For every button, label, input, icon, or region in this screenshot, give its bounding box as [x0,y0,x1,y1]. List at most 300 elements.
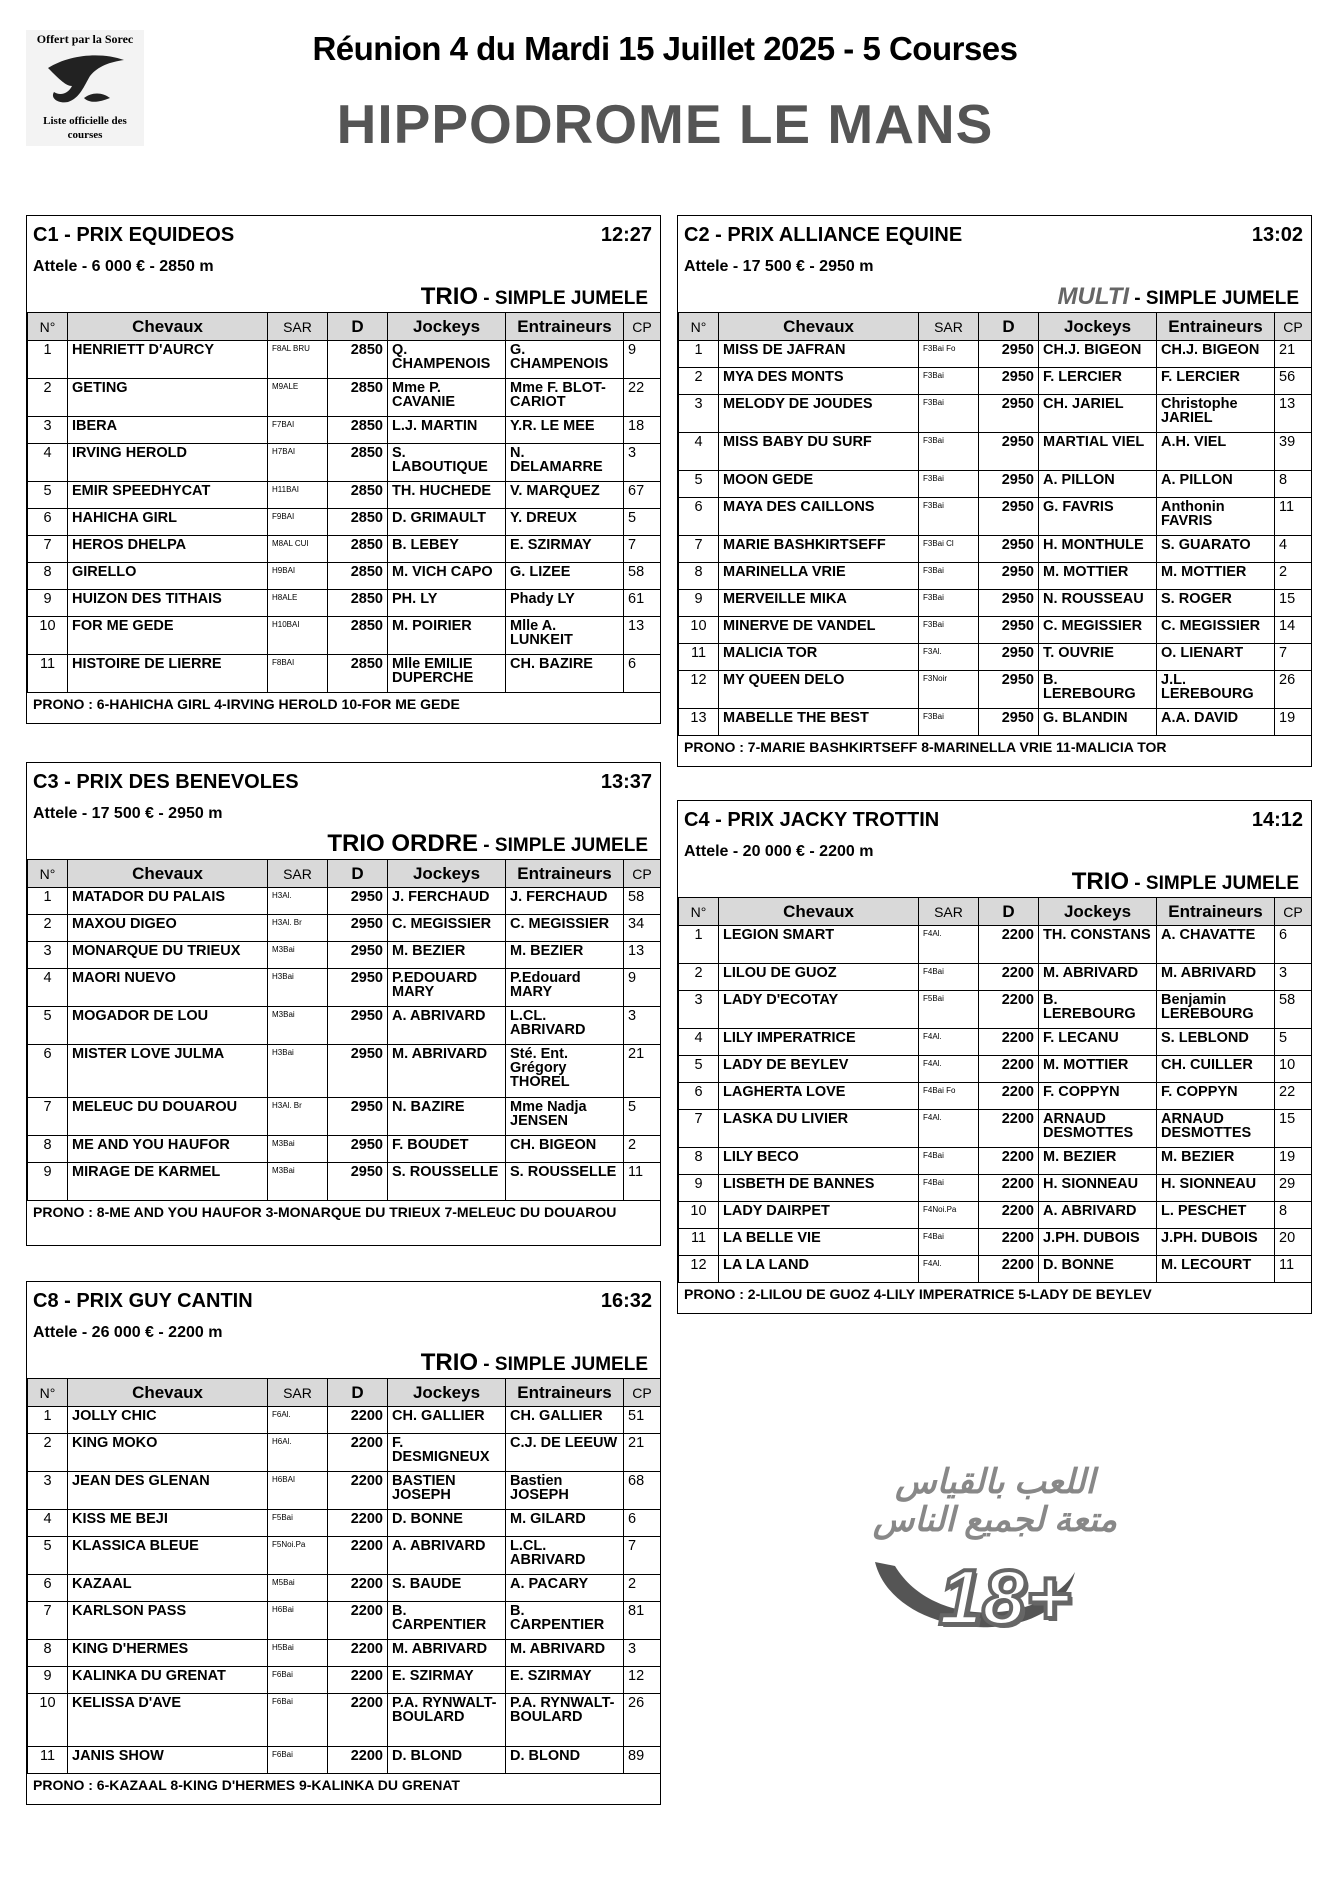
distance: 2200 [979,1202,1039,1229]
header-jockey: Jockeys [1039,898,1157,926]
header-sar: SAR [919,313,979,341]
jockey: M. ABRIVARD [388,1640,506,1667]
table-row [28,563,661,590]
distance: 2200 [979,1229,1039,1256]
table-row [679,1202,1312,1229]
jockey: A. PILLON [1039,471,1157,498]
table-row [28,1407,661,1434]
header-distance: D [328,1379,388,1407]
table-row [679,1148,1312,1175]
distance: 2850 [328,590,388,617]
sar: F9BAI [268,509,328,536]
race-name: C1 - PRIX EQUIDEOS [33,224,235,246]
bet-types [27,282,660,312]
distance: 2950 [328,942,388,969]
hippodrome-title: HIPPODROME LE MANS [336,93,994,155]
cp: 11 [624,1163,661,1201]
runner-number: 10 [679,1202,719,1229]
distance: 2950 [328,969,388,1007]
sar: F8AL BRU [268,341,328,379]
jockey: M. VICH CAPO [388,563,506,590]
table-row [28,1098,661,1136]
sar: H3Bai [268,1045,328,1098]
horse-name: MOON GEDE [719,471,919,498]
runner-number: 10 [28,1694,68,1747]
runner-number: 6 [679,1083,719,1110]
trainer: A. PACARY [506,1575,624,1602]
header-cp: CP [624,1379,661,1407]
table-row [28,655,661,693]
table-row [28,888,661,915]
cp: 11 [1275,1256,1312,1283]
jockey: M. ABRIVARD [388,1045,506,1098]
runner-number: 10 [28,617,68,655]
horse-name: MATADOR DU PALAIS [68,888,268,915]
horse-name: HUIZON DES TITHAIS [68,590,268,617]
horse-name: FOR ME GEDE [68,617,268,655]
table-row [679,991,1312,1029]
trainer: E. SZIRMAY [506,1667,624,1694]
distance: 2950 [979,341,1039,368]
cp: 56 [1275,368,1312,395]
reunion-title: Réunion 4 du Mardi 15 Juillet 2025 - 5 Courses [312,30,1018,67]
bet-rest: - SIMPLE JUMELE [478,1354,648,1375]
table-row [28,1602,661,1640]
cp: 21 [624,1434,661,1472]
header-cp: CP [624,313,661,341]
horse-name: JANIS SHOW [68,1747,268,1774]
table-row [28,1007,661,1045]
distance: 2200 [979,1029,1039,1056]
jockey: S. BAUDE [388,1575,506,1602]
sar: F4Al. [919,1056,979,1083]
horse-name: EMIR SPEEDHYCAT [68,482,268,509]
horse-name: KING D'HERMES [68,1640,268,1667]
trainer: H. SIONNEAU [1157,1175,1275,1202]
distance: 2200 [979,1256,1039,1283]
header-trainer: Entraineurs [506,313,624,341]
table-row [679,671,1312,709]
header-cp: CP [624,860,661,888]
runner-number: 2 [679,964,719,991]
table-row [28,1045,661,1098]
cp: 51 [624,1407,661,1434]
arabic-slogan-line1: اللعب بالقياس [895,1463,1095,1501]
trainer: M. BEZIER [1157,1148,1275,1175]
table-row [28,942,661,969]
header-sar: SAR [268,860,328,888]
table-header [679,313,1312,341]
runner-number: 2 [679,368,719,395]
header-sar: SAR [268,313,328,341]
table-row [28,1163,661,1201]
sar: F6Bai [268,1667,328,1694]
runner-number: 1 [679,341,719,368]
race-title-bar [678,216,1311,256]
horse-name: JOLLY CHIC [68,1407,268,1434]
jockey: S. LABOUTIQUE [388,444,506,482]
distance: 2200 [979,926,1039,964]
race-c2 [677,215,1312,767]
trainer: C. MEGISSIER [506,915,624,942]
jockey: M. BEZIER [388,942,506,969]
trainer: E. SZIRMAY [506,536,624,563]
bet-types [678,282,1311,312]
race-name: C2 - PRIX ALLIANCE EQUINE [684,224,963,246]
race-c1 [26,215,661,724]
jockey: Q. CHAMPENOIS [388,341,506,379]
distance: 2200 [979,991,1039,1029]
horse-name: HISTOIRE DE LIERRE [68,655,268,693]
header-jockey: Jockeys [1039,313,1157,341]
sar: F3Noir [919,671,979,709]
race-c3 [26,762,661,1246]
distance: 2950 [979,563,1039,590]
distance: 2850 [328,617,388,655]
jockey: B. LEREBOURG [1039,991,1157,1029]
runner-number: 2 [28,1434,68,1472]
sar: H3Bai [268,969,328,1007]
cp: 58 [624,563,661,590]
race-time: 14:12 [1251,809,1303,831]
jockey: P.EDOUARD MARY [388,969,506,1007]
horse-name: KAZAAL [68,1575,268,1602]
table-row [679,498,1312,536]
jockey: CH. JARIEL [1039,395,1157,433]
horse-name: LADY DAIRPET [719,1202,919,1229]
runners-table [27,312,661,693]
cp: 8 [1275,1202,1312,1229]
header-trainer: Entraineurs [1157,898,1275,926]
distance: 2950 [979,368,1039,395]
jockey: CH. GALLIER [388,1407,506,1434]
sar: F3Bai [919,395,979,433]
bet-rest: - SIMPLE JUMELE [478,835,648,856]
table-row [679,709,1312,736]
horse-name: LASKA DU LIVIER [719,1110,919,1148]
trainer: F. LERCIER [1157,368,1275,395]
jockey: Mme P. CAVANIE [388,379,506,417]
distance: 2200 [979,1148,1039,1175]
runner-number: 3 [28,417,68,444]
sar: F4Al. [919,1029,979,1056]
table-row [28,1747,661,1774]
age-badge: 18+ [938,1553,1072,1641]
race-conditions: Attele - 26 000 € - 2200 m [33,1324,223,1341]
sar: M8AL CUI [268,536,328,563]
horse-name: KELISSA D'AVE [68,1694,268,1747]
horse-name: MISS DE JAFRAN [719,341,919,368]
header-distance: D [979,313,1039,341]
bet-main: TRIO [420,1349,479,1376]
distance: 2950 [979,498,1039,536]
distance: 2950 [328,1098,388,1136]
jockey: C. MEGISSIER [388,915,506,942]
prono: PRONO : 2-LILOU DE GUOZ 4-LILY IMPERATRICE 5-LADY DE BEYLEV [684,1286,1152,1302]
runner-number: 4 [679,1029,719,1056]
runner-number: 13 [679,709,719,736]
trainer: D. BLOND [506,1747,624,1774]
table-row [679,395,1312,433]
runners-table [678,897,1312,1283]
jockey: E. SZIRMAY [388,1667,506,1694]
cp: 4 [1275,536,1312,563]
table-row [679,1175,1312,1202]
trainer: M. BEZIER [506,942,624,969]
trainer: A. PILLON [1157,471,1275,498]
trainer: L. PESCHET [1157,1202,1275,1229]
sar: H10BAI [268,617,328,655]
trainer: CH. GALLIER [506,1407,624,1434]
table-row [28,1472,661,1510]
cp: 9 [624,341,661,379]
horse-name: MY QUEEN DELO [719,671,919,709]
sar: H3Al. Br [268,915,328,942]
header-trainer: Entraineurs [506,1379,624,1407]
distance: 2200 [328,1434,388,1472]
distance: 2200 [328,1602,388,1640]
horse-name: MIRAGE DE KARMEL [68,1163,268,1201]
prono: PRONO : 7-MARIE BASHKIRTSEFF 8-MARINELLA VRIE 11-MALICIA TOR [684,739,1167,755]
race-title-bar [678,801,1311,841]
horse-name: IRVING HEROLD [68,444,268,482]
sar: F3Bai [919,617,979,644]
header-runner-number: N° [28,1379,68,1407]
runner-number: 3 [679,395,719,433]
distance: 2200 [328,1575,388,1602]
trainer: M. ABRIVARD [1157,964,1275,991]
header-sar: SAR [268,1379,328,1407]
sar: F3Bai [919,433,979,471]
runner-number: 8 [28,563,68,590]
horse-name: MYA DES MONTS [719,368,919,395]
distance: 2200 [979,1175,1039,1202]
sar: F3Bai [919,590,979,617]
horse-name: MISS BABY DU SURF [719,433,919,471]
sar: F4Bai [919,1175,979,1202]
runner-number: 3 [679,991,719,1029]
sar: F5Bai [268,1510,328,1537]
runner-number: 3 [28,1472,68,1510]
sar: F3Bai Fo [919,341,979,368]
sar: M9ALE [268,379,328,417]
jockey: D. BLOND [388,1747,506,1774]
jockey: L.J. MARTIN [388,417,506,444]
jockey: P.A. RYNWALT-BOULARD [388,1694,506,1747]
runner-number: 2 [28,379,68,417]
cp: 22 [1275,1083,1312,1110]
cp: 29 [1275,1175,1312,1202]
trainer: CH.J. BIGEON [1157,341,1275,368]
race-time: 13:02 [1251,224,1303,246]
table-row [679,590,1312,617]
runner-number: 7 [28,536,68,563]
header-jockey: Jockeys [388,1379,506,1407]
table-header [28,1379,661,1407]
header-runner-number: N° [28,313,68,341]
jockey: H. SIONNEAU [1039,1175,1157,1202]
trainer: M. ABRIVARD [506,1640,624,1667]
arabic-slogan-line2: متعة لجميع الناس [872,1501,1118,1539]
cp: 10 [1275,1056,1312,1083]
table-row [679,1229,1312,1256]
jockey: A. ABRIVARD [388,1007,506,1045]
sar: F8BAI [268,655,328,693]
runner-number: 6 [28,1575,68,1602]
table-row [679,1083,1312,1110]
distance: 2200 [979,1083,1039,1110]
race-name: C3 - PRIX DES BENEVOLES [33,771,299,793]
logo-top-text: Offert par la Sorec [36,32,134,46]
sar: F3Bai [919,498,979,536]
table-row [28,341,661,379]
trainer: A.H. VIEL [1157,433,1275,471]
sar: H3Al. Br [268,1098,328,1136]
distance: 2950 [979,471,1039,498]
sar: M3Bai [268,1007,328,1045]
bet-rest: - SIMPLE JUMELE [1129,873,1299,894]
distance: 2200 [328,1472,388,1510]
header-jockey: Jockeys [388,313,506,341]
runner-number: 9 [679,1175,719,1202]
runner-number: 10 [679,617,719,644]
table-row [679,926,1312,964]
bet-rest: - SIMPLE JUMELE [1129,288,1299,309]
trainer: A. CHAVATTE [1157,926,1275,964]
table-row [28,1136,661,1163]
cp: 68 [624,1472,661,1510]
table-row [679,644,1312,671]
jockey: F. DESMIGNEUX [388,1434,506,1472]
table-row [28,969,661,1007]
table-row [679,563,1312,590]
jockey: BASTIEN JOSEPH [388,1472,506,1510]
distance: 2200 [328,1537,388,1575]
cp: 13 [1275,395,1312,433]
distance: 2200 [328,1667,388,1694]
jockey: M. POIRIER [388,617,506,655]
header-horse-name: Chevaux [719,898,919,926]
distance: 2200 [328,1510,388,1537]
bet-types [678,867,1311,897]
race-conditions: Attele - 17 500 € - 2950 m [33,805,223,822]
header-runner-number: N° [28,860,68,888]
runner-number: 2 [28,915,68,942]
cp: 15 [1275,1110,1312,1148]
bet-main: TRIO [420,283,479,310]
horse-name: ME AND YOU HAUFOR [68,1136,268,1163]
jockey: C. MEGISSIER [1039,617,1157,644]
horse-name: MOGADOR DE LOU [68,1007,268,1045]
jockey: N. ROUSSEAU [1039,590,1157,617]
sar: F4Bai [919,1229,979,1256]
race-title-bar [27,216,660,256]
sar: F3Bai [919,471,979,498]
horse-name: MARIE BASHKIRTSEFF [719,536,919,563]
trainer: Benjamin LEREBOURG [1157,991,1275,1029]
runner-number: 8 [679,563,719,590]
runner-number: 3 [28,942,68,969]
distance: 2200 [328,1747,388,1774]
distance: 2850 [328,482,388,509]
trainer: Phady LY [506,590,624,617]
prono: PRONO : 6-KAZAAL 8-KING D'HERMES 9-KALINKA DU GRENAT [33,1777,460,1793]
trainer: V. MARQUEZ [506,482,624,509]
cp: 21 [624,1045,661,1098]
trainer: Mme Nadja JENSEN [506,1098,624,1136]
sar: F3Bai [919,368,979,395]
header-distance: D [328,860,388,888]
sar: F4Noi.Pa [919,1202,979,1229]
sar: F5Noi.Pa [268,1537,328,1575]
distance: 2950 [328,915,388,942]
race-c8 [26,1281,661,1805]
trainer: Y.R. LE MEE [506,417,624,444]
sar: H8ALE [268,590,328,617]
horse-name: LADY D'ECOTAY [719,991,919,1029]
distance: 2950 [979,536,1039,563]
runner-number: 6 [28,509,68,536]
trainer: CH. BAZIRE [506,655,624,693]
horse-name: MISTER LOVE JULMA [68,1045,268,1098]
horse-name: MAXOU DIGEO [68,915,268,942]
distance: 2950 [979,671,1039,709]
sar: F6Al. [268,1407,328,1434]
sar: H5Bai [268,1640,328,1667]
distance: 2200 [328,1407,388,1434]
runner-number: 5 [28,482,68,509]
runner-number: 9 [28,590,68,617]
cp: 13 [624,617,661,655]
runner-number: 12 [679,1256,719,1283]
runner-number: 4 [28,444,68,482]
cp: 6 [1275,926,1312,964]
cp: 22 [624,379,661,417]
sar: F6Bai [268,1694,328,1747]
jockey: D. BONNE [388,1510,506,1537]
race-c4 [677,800,1312,1314]
cp: 3 [624,444,661,482]
horse-name: GETING [68,379,268,417]
race-title-bar [27,1282,660,1322]
bet-main: TRIO ORDRE [327,830,479,857]
header-jockey: Jockeys [388,860,506,888]
distance: 2200 [979,1056,1039,1083]
trainer: Mme F. BLOT-CARIOT [506,379,624,417]
distance: 2850 [328,341,388,379]
trainer: Sté. Ent. Grégory THOREL [506,1045,624,1098]
trainer: Bastien JOSEPH [506,1472,624,1510]
cp: 13 [624,942,661,969]
cp: 39 [1275,433,1312,471]
jockey: B. CARPENTIER [388,1602,506,1640]
table-row [28,379,661,417]
runner-number: 1 [28,888,68,915]
runner-number: 5 [679,1056,719,1083]
horse-name: KING MOKO [68,1434,268,1472]
runner-number: 9 [679,590,719,617]
runner-number: 4 [679,433,719,471]
cp: 19 [1275,1148,1312,1175]
header-horse-name: Chevaux [68,313,268,341]
sar: F3Bai Cl [919,536,979,563]
header-runner-number: N° [679,313,719,341]
trainer: L.CL. ABRIVARD [506,1007,624,1045]
sar: M3Bai [268,942,328,969]
trainer: ARNAUD DESMOTTES [1157,1110,1275,1148]
distance: 2200 [328,1640,388,1667]
runner-number: 7 [679,536,719,563]
